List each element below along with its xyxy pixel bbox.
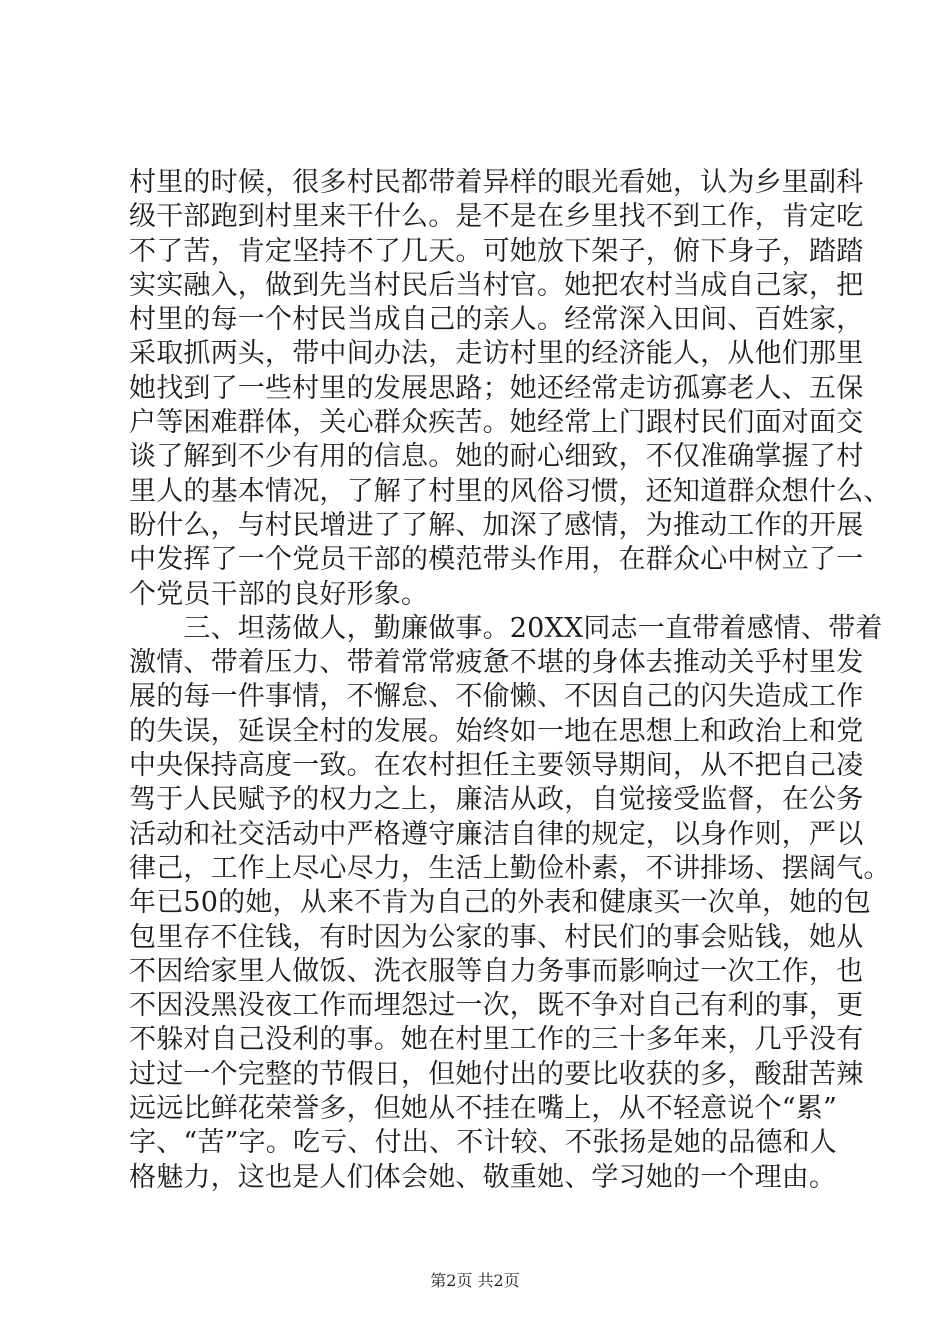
text-line: 谈了解到不少有用的信息。她的耐心细致，不仅准确掌握了村	[129, 441, 864, 473]
text-line: 字、“苦”字。吃亏、付出、不计较、不张扬是她的品德和人	[129, 1127, 838, 1159]
text-line: 级干部跑到村里来干什么。是不是在乡里找不到工作，肯定吃	[129, 201, 864, 233]
text-line: 远远比鲜花荣誉多，但她从不挂在嘴上，从不轻意说个“累”	[129, 1093, 838, 1125]
text-line: 激情、带着压力、带着常常疲惫不堪的身体去推动关乎村里发	[129, 647, 864, 679]
text-line: 包里存不住钱，有时因为公家的事、村民们的事会贴钱，她从	[129, 921, 864, 953]
text-line: 中央保持高度一致。在农村担任主要领导期间，从不把自己凌	[129, 750, 864, 782]
text-line: 活动和社交活动中严格遵守廉洁自律的规定，以身作则，严以	[129, 818, 864, 850]
text-line: 格魅力，这也是人们体会她、敬重她、学习她的一个理由。	[129, 1161, 837, 1193]
text-line: 不了苦，肯定坚持不了几天。可她放下架子，俯下身子，踏踏	[129, 235, 864, 267]
text-line: 不因给家里人做饭、洗衣服等自力务事而影响过一次工作，也	[129, 955, 864, 987]
text-line: 个党员干部的良好形象。	[129, 578, 429, 610]
text-line: 的失误，延误全村的发展。始终如一地在思想上和政治上和党	[129, 715, 864, 747]
text-line: 驾于人民赋予的权力之上，廉洁从政，自觉接受监督，在公务	[129, 784, 864, 816]
page-footer	[0, 1268, 950, 1291]
text-line: 三、坦荡做人，勤廉做事。20XX同志一直带着感情、带着	[129, 612, 883, 644]
text-line: 中发挥了一个党员干部的模范带头作用，在群众心中树立了一	[129, 544, 864, 576]
page-number: 第2页 共2页	[430, 1271, 520, 1290]
document-body	[129, 166, 891, 1195]
text-line: 不因没黑没夜工作而埋怨过一次，既不争对自己有利的事，更	[129, 990, 864, 1022]
text-line: 采取抓两头，带中间办法，走访村里的经济能人，从他们那里	[129, 338, 864, 370]
text-line: 律己，工作上尽心尽力，生活上勤俭朴素，不讲排场、摆阔气。	[129, 852, 891, 884]
text-line: 年已50的她，从来不肯为自己的外表和健康买一次单，她的包	[129, 887, 871, 919]
text-line: 展的每一件事情，不懈怠、不偷懒、不因自己的闪失造成工作	[129, 681, 864, 713]
text-line: 不躲对自己没利的事。她在村里工作的三十多年来，几乎没有	[129, 1024, 864, 1056]
text-line: 村里的每一个村民当成自己的亲人。经常深入田间、百姓家，	[129, 304, 864, 336]
text-line: 里人的基本情况，了解了村里的风俗习惯，还知道群众想什么、	[129, 475, 891, 507]
text-line: 过过一个完整的节假日，但她付出的要比收获的多，酸甜苦辣	[129, 1058, 864, 1090]
text-line: 她找到了一些村里的发展思路；她还经常走访孤寡老人、五保	[129, 372, 864, 404]
text-line: 实实融入，做到先当村民后当村官。她把农村当成自己家，把	[129, 269, 864, 301]
text-line: 盼什么，与村民增进了了解、加深了感情，为推动工作的开展	[129, 509, 864, 541]
text-line: 村里的时候，很多村民都带着异样的眼光看她，认为乡里副科	[129, 167, 864, 198]
text-line: 户等困难群体，关心群众疾苦。她经常上门跟村民们面对面交	[129, 407, 864, 439]
